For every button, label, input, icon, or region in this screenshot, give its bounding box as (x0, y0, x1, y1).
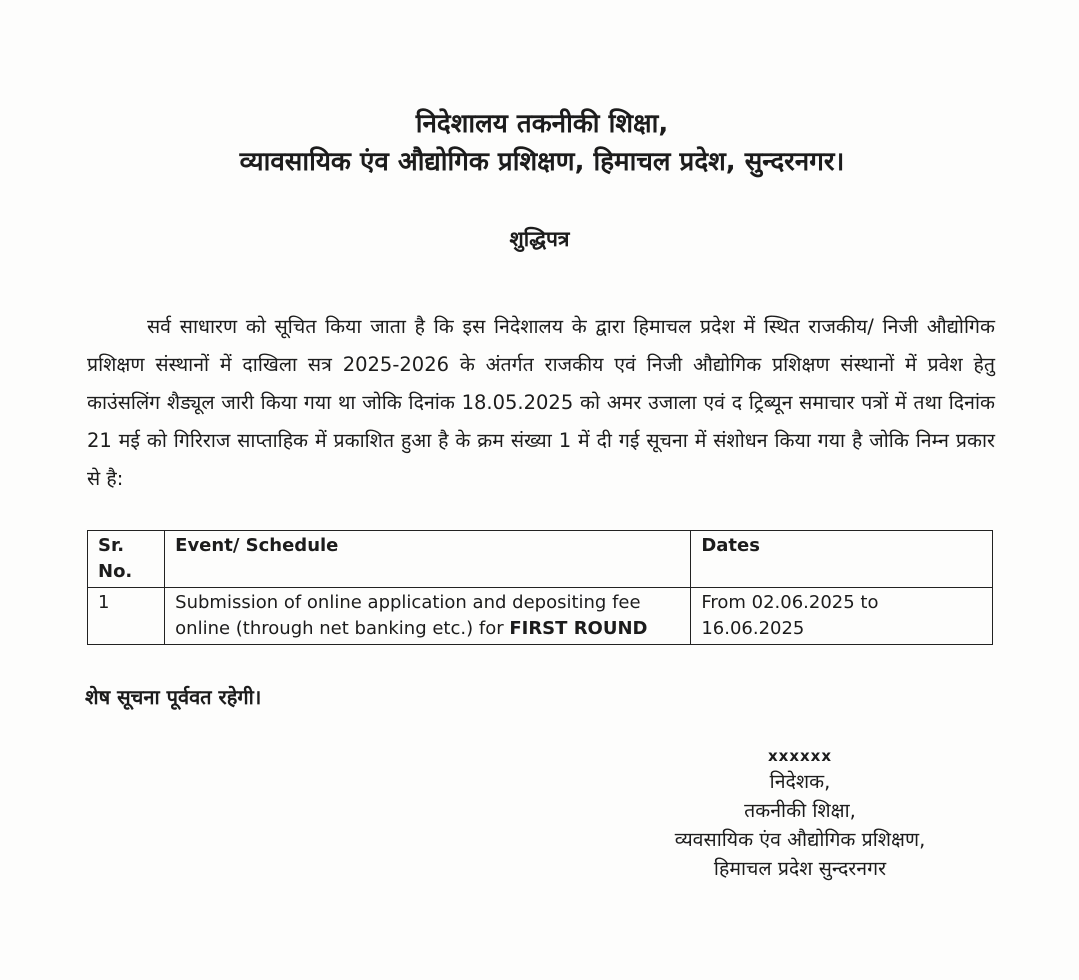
signatory-name: xxxxxx (767, 747, 833, 765)
letterhead (0, 105, 1079, 181)
row-event (165, 588, 691, 645)
signature-line-1: निदेशक, (769, 770, 831, 793)
header-dates: Dates (691, 531, 993, 588)
signature-line-2: तकनीकी शिक्षा, (744, 799, 856, 822)
row-event-bold: FIRST ROUND (509, 618, 648, 639)
header-event: Event/ Schedule (165, 531, 691, 588)
table-row (88, 588, 993, 645)
row-sr-no: 1 (88, 588, 165, 645)
signature-line-4: हिमाचल प्रदेश सुन्दरनगर (713, 857, 887, 880)
letterhead-line-1: निदेशालय तकनीकी शिक्षा, (415, 109, 669, 139)
schedule-table (87, 530, 993, 645)
header-sr-no: Sr. No. (88, 531, 165, 588)
closing-remark: शेष सूचना पूर्ववत रहेगी। (85, 685, 262, 709)
signature-line-3: व्यवसायिक एंव औद्योगिक प्रशिक्षण, (674, 828, 926, 851)
signature-block (600, 742, 1000, 883)
row-event-text: Submission of online application and depositing fee online (through net banking etc.) for (175, 592, 641, 639)
notice-body: सर्व साधारण को सूचित किया जाता है कि इस निदेशालय के द्वारा हिमाचल प्रदेश में स्थित राजकीय/ निजी औद्योगिक प्रशिक्षण संस्थानों में दाखिला सत्र 2025-2026 के अंतर्गत राजकीय एवं निजी औद्योगिक प्रशिक्षण संस्थानों में प्रवेश हेतु काउंसलिंग शैड्यूल जारी किया गया था जोकि दिनांक 18.05.2025 को अमर उजाला एवं द ट्रिब्यून समाचार पत्रों में तथा दिनांक 21 मई को गिरिराज साप्ताहिक में प्रकाशित हुआ है के क्रम संख्या 1 में दी गई सूचना में संशोधन किया गया है जोकि निम्न प्रकार से है: (87, 315, 995, 490)
row-dates: From 02.06.2025 to 16.06.2025 (691, 588, 993, 645)
letterhead-line-2: व्यावसायिक एंव औद्योगिक प्रशिक्षण, हिमाचल प्रदेश, सुन्दरनगर। (239, 147, 845, 177)
document-title: शुद्धिपत्र (509, 227, 570, 251)
table-header-row (88, 531, 993, 588)
